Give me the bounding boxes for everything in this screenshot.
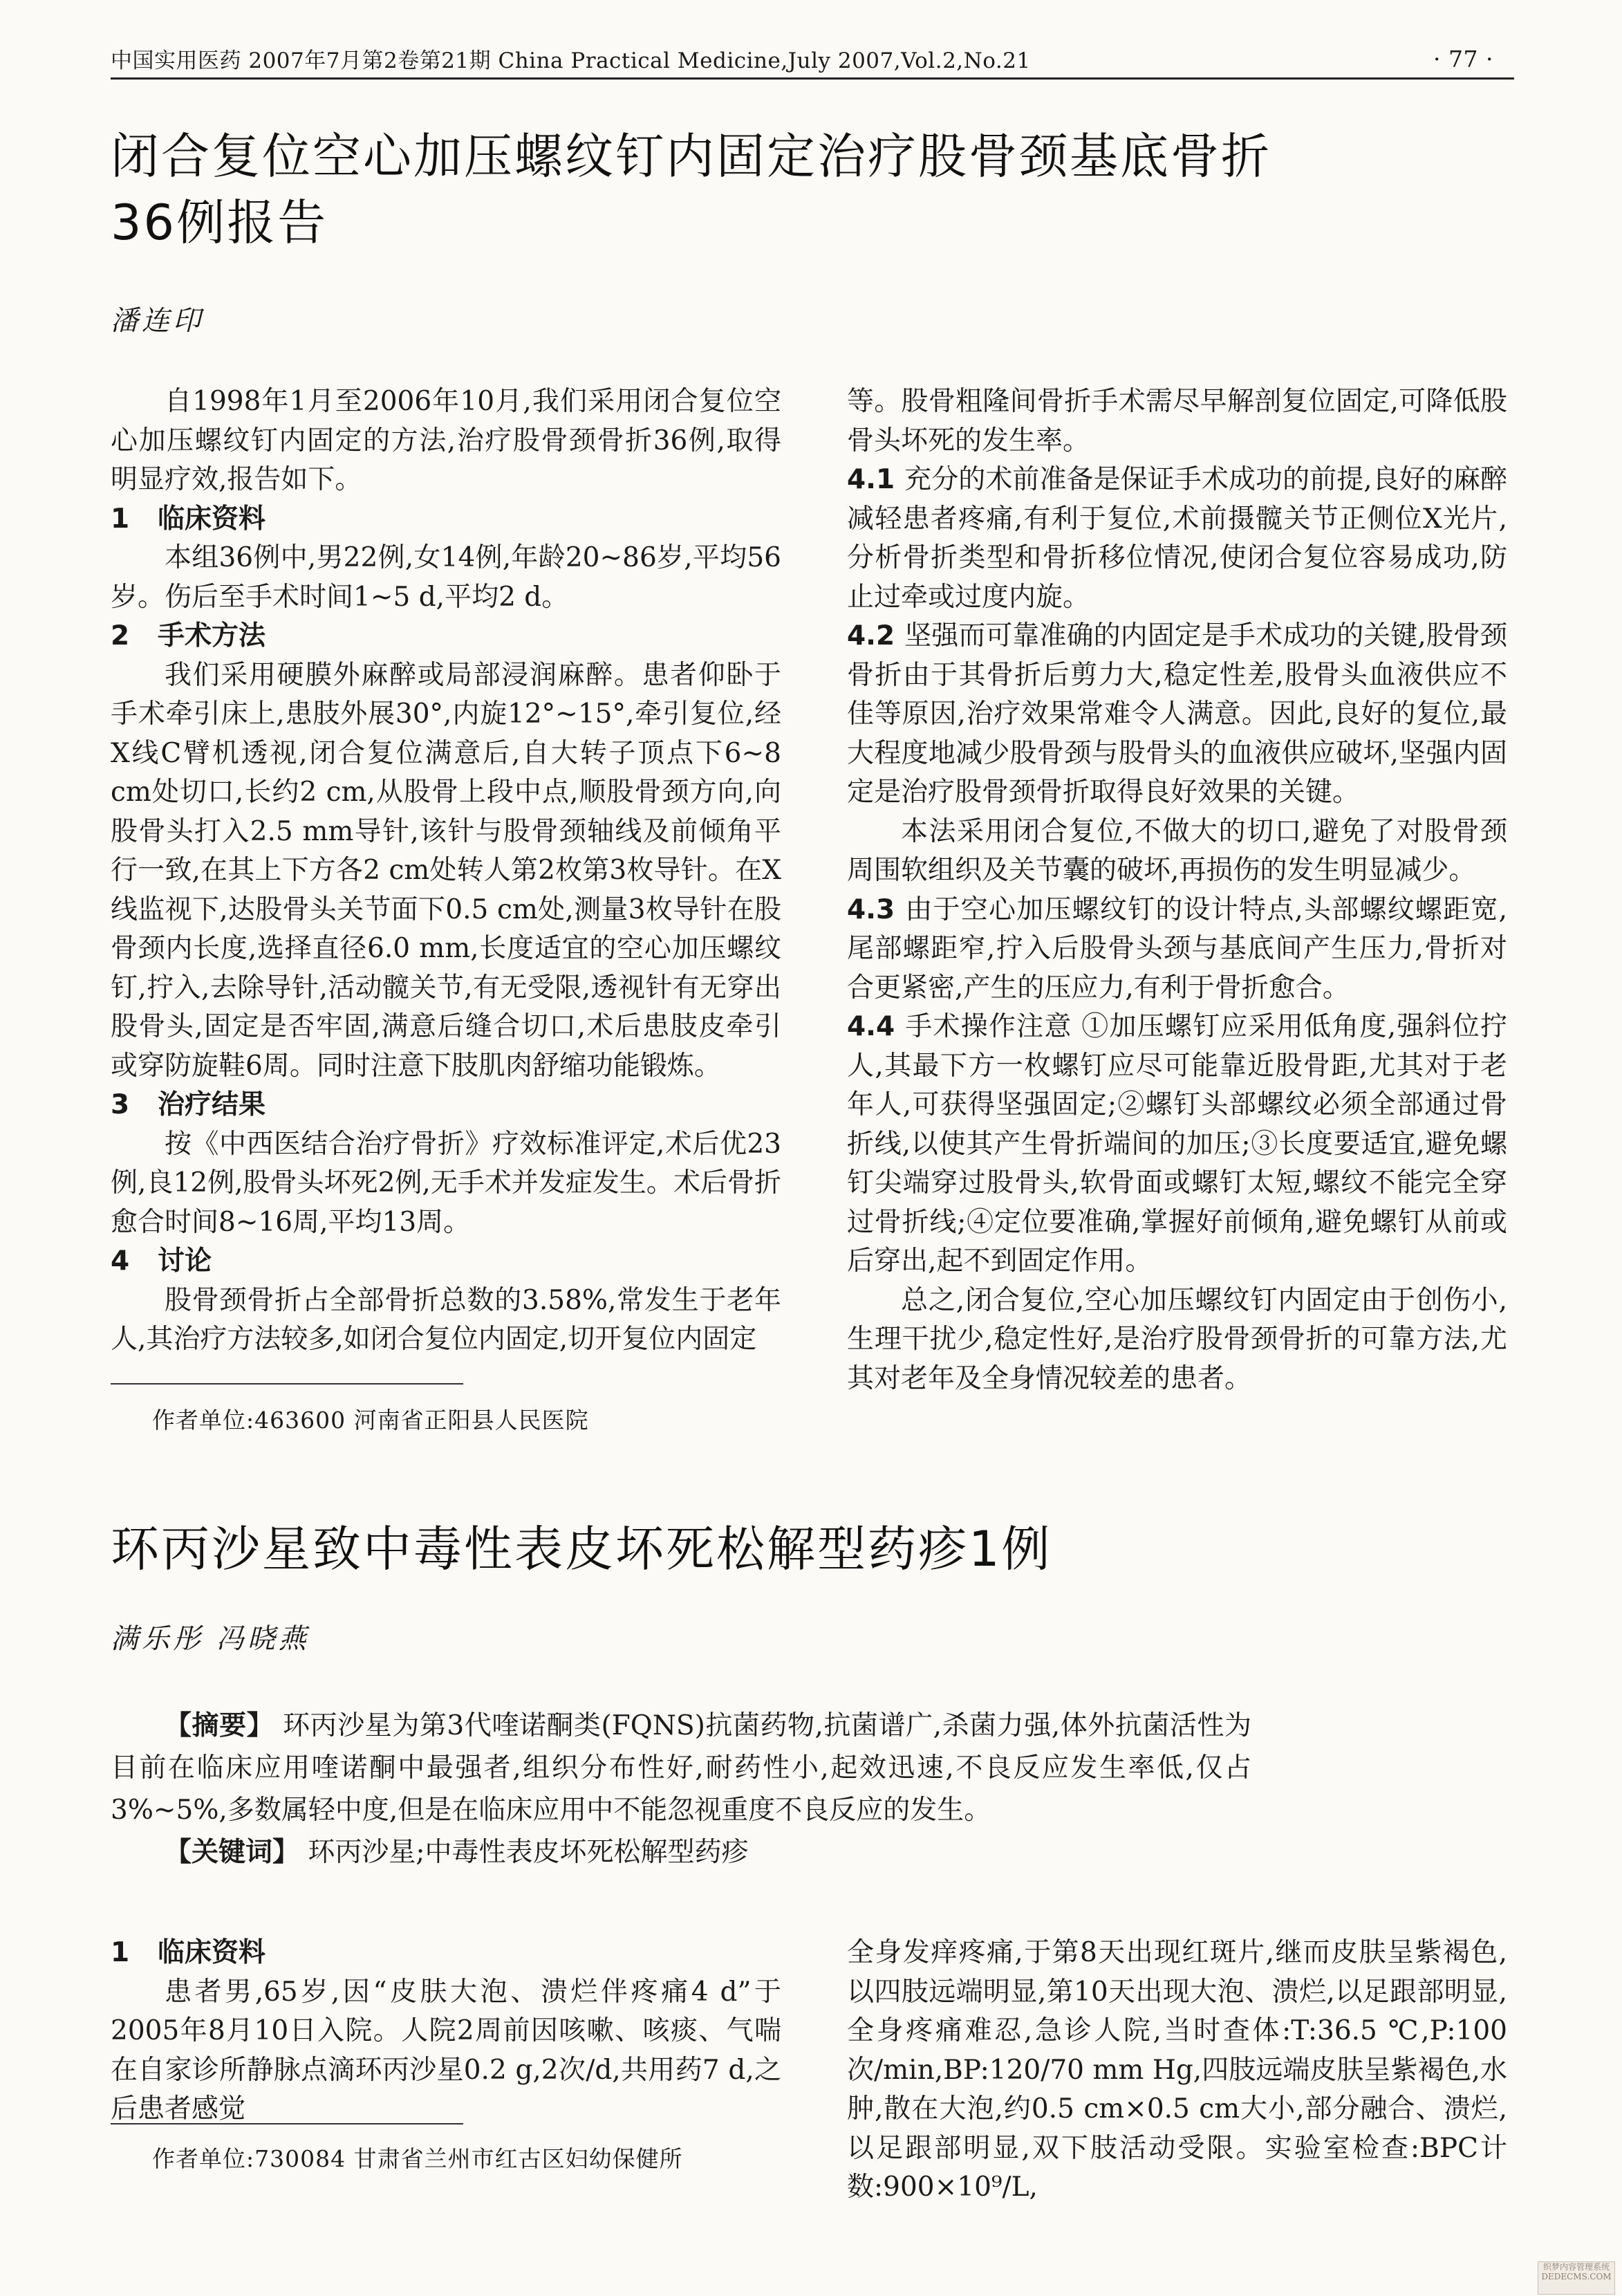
section-number: 2: [111, 620, 130, 651]
article1-paragraph: 等。股骨粗隆间骨折手术需尽早解剖复位固定,可降低股骨头坏死的发生率。: [847, 386, 1507, 456]
subsection-text: 坚强而可靠准确的内固定是手术成功的关键,股骨颈骨折由于其骨折后剪力大,稳定性差,股骨头血液供应不佳等原因,治疗效果常难令人满意。因此,良好的复位,最大程度地减少股骨颈与股骨头的血液供应破坏,坚强内固定是治疗股骨颈骨折取得良好效果的关键。: [847, 620, 1507, 808]
article1-subsection: [847, 461, 1507, 617]
article1-left-column: [111, 382, 781, 1360]
article1-right-column: [847, 382, 1507, 1398]
article1-paragraph: 股骨颈骨折占全部骨折总数的3.58%,常发生于老年人,其治疗方法较多,如闭合复位内固定,切开复位内固定: [111, 1284, 781, 1355]
article1-footnote: 作者单位:463600 河南省正阳县人民医院: [152, 1407, 589, 1434]
site-watermark: 织梦内容管理系统 DEDECMS.COM: [1538, 2261, 1615, 2295]
page-number: · 77 ·: [1433, 46, 1493, 73]
article1-heading: [111, 1086, 781, 1125]
subsection-text: 由于空心加压螺纹钉的设计特点,头部螺纹螺距宽,尾部螺距窄,拧入后股骨头颈与基底间产生压力,骨折对合更紧密,产生的压应力,有利于骨折愈合。: [847, 894, 1507, 1003]
article1-subsection: [847, 617, 1507, 813]
article2-footnote: 作者单位:730084 甘肃省兰州市红古区妇幼保健所: [152, 2145, 683, 2172]
article1-footnote-rule: [111, 1383, 463, 1385]
article2-footnote-rule: [111, 2123, 463, 2124]
subsection-number: 4.1: [847, 464, 895, 495]
article2-abstract: [111, 1705, 1251, 1873]
article2-title: 环丙沙星致中毒性表皮坏死松解型药疹1例: [111, 1521, 1052, 1577]
abstract-label: 【摘要】: [165, 1710, 274, 1741]
section-title: 手术方法: [158, 620, 266, 651]
article1-paragraph: 我们采用硬膜外麻醉或局部浸润麻醉。患者仰卧于手术牵引床上,患肢外展30°,内旋12°~15°,牵引复位,经X线C臂机透视,闭合复位满意后,自大转子顶点下6~8 cm处切口,长约2 cm,从股骨上段中点,顺股骨颈方向,向股骨头打入2.5 mm导针,该针与股骨颈轴线及前倾角平行一致,在其上下方各2 cm处转人第2枚第3枚导针。在X线监视下,达股骨头关节面下0.5 cm处,测量3枚导针在股骨颈内长度,选择直径6.0 mm,长度适宜的空心加压螺纹钉,拧入,去除导针,活动髋关节,有无受限,透视针有无穿出股骨头,固定是否牢固,满意后缝合切口,术后患肢皮牵引或穿防旋鞋6周。同时注意下肢肌肉舒缩功能锻炼。: [111, 659, 781, 1082]
article2-author: 满乐彤 冯晓燕: [111, 1623, 310, 1655]
article1-subsection: [847, 891, 1507, 1008]
article1-title-line1: 闭合复位空心加压螺纹钉内固定治疗股骨颈基底骨折: [111, 128, 1271, 185]
abstract-text: 环丙沙星为第3代喹诺酮类(FQNS)抗菌药物,抗菌谱广,杀菌力强,体外抗菌活性为目前在临床应用喹诺酮中最强者,组织分布性好,耐药性小,起效迅速,不良反应发生率低,仅占3%~5%,多数属轻中度,但是在临床应用中不能忽视重度不良反应的发生。: [111, 1710, 1251, 1826]
running-header: [111, 43, 1521, 82]
section-number: 4: [111, 1246, 130, 1277]
article1-heading: [111, 617, 781, 656]
article2-right-column: [847, 1934, 1507, 2207]
header-rule: [111, 77, 1514, 80]
subsection-number: 4.3: [847, 894, 895, 925]
section-number: 1: [111, 503, 130, 535]
subsection-number: 4.4: [847, 1011, 895, 1042]
keywords-label: 【关键词】: [165, 1837, 300, 1868]
article2-paragraph: 患者男,65岁,因“皮肤大泡、溃烂伴疼痛4 d”于2005年8月10日入院。人院2周前因咳嗽、咳痰、气喘在自家诊所静脉点滴环丙沙星0.2 g,2次/d,共用药7 d,之后患者感觉: [111, 1976, 781, 2124]
article1-title: [111, 123, 1521, 256]
section-number: 3: [111, 1089, 130, 1120]
running-head-text: 中国实用医药 2007年7月第2卷第21期 China Practical Medicine,July 2007,Vol.2,No.21: [111, 48, 1031, 73]
article1-author: 潘连印: [111, 305, 204, 337]
section-title: 临床资料: [158, 1937, 266, 1968]
article1-paragraph: 本法采用闭合复位,不做大的切口,避免了对股骨颈周围软组织及关节囊的破坏,再损伤的发生明显减少。: [847, 815, 1507, 886]
section-title: 治疗结果: [158, 1089, 266, 1120]
article2-left-column: [111, 1934, 781, 2129]
article1-subsection: [847, 1008, 1507, 1281]
article2-heading: [111, 1934, 781, 1973]
section-number: 1: [111, 1937, 130, 1968]
article1-paragraph: 按《中西医结合治疗骨折》疗效标准评定,术后优23例,良12例,股骨头坏死2例,无手术并发症发生。术后骨折愈合时间8~16周,平均13周。: [111, 1128, 781, 1238]
keywords-text: 环丙沙星;中毒性表皮坏死松解型药疹: [308, 1837, 749, 1868]
section-title: 临床资料: [158, 503, 266, 535]
article1-heading: [111, 1242, 781, 1281]
section-title: 讨论: [158, 1246, 212, 1277]
subsection-text: 手术操作注意 ①加压螺钉应采用低角度,强斜位拧人,其最下方一枚螺钉应尽可能靠近股骨距,尤其对于老年人,可获得坚强固定;②螺钉头部螺纹必须全部通过骨折线,以使其产生骨折端间的加压;③长度要适宜,避免螺钉尖端穿过股骨头,软骨面或螺钉太短,螺纹不能完全穿过骨折线;④定位要准确,掌握好前倾角,避免螺钉从前或后穿出,起不到固定作用。: [847, 1011, 1507, 1277]
subsection-number: 4.2: [847, 620, 895, 651]
article1-title-line2: 36例报告: [111, 194, 328, 251]
article1-paragraph: 自1998年1月至2006年10月,我们采用闭合复位空心加压螺纹钉内固定的方法,治疗股骨颈骨折36例,取得明显疗效,报告如下。: [111, 386, 781, 495]
article2-paragraph: 全身发痒疼痛,于第8天出现红斑片,继而皮肤呈紫褐色,以四肢远端明显,第10天出现大泡、溃烂,以足跟部明显,全身疼痛难忍,急诊人院,当时查体:T:36.5 ℃,P:100次/min,BP:120/70 mm Hg,四肢远端皮肤呈紫褐色,水肿,散在大泡,约0.5 cm×0.5 cm大小,部分融合、溃烂,以足跟部明显,双下肢活动受限。实验室检查:BPC计数:900×10⁹/L,: [847, 1937, 1507, 2203]
article1-paragraph: 总之,闭合复位,空心加压螺纹钉内固定由于创伤小,生理干扰少,稳定性好,是治疗股骨颈骨折的可靠方法,尤其对老年及全身情况较差的患者。: [847, 1284, 1507, 1394]
article1-paragraph: 本组36例中,男22例,女14例,年龄20~86岁,平均56岁。伤后至手术时间1~5 d,平均2 d。: [111, 542, 781, 613]
subsection-text: 充分的术前准备是保证手术成功的前提,良好的麻醉减轻患者疼痛,有利于复位,术前摄髋关节正侧位X光片,分析骨折类型和骨折移位情况,使闭合复位容易成功,防止过牵或过度内旋。: [847, 464, 1507, 613]
article1-heading: [111, 500, 781, 539]
